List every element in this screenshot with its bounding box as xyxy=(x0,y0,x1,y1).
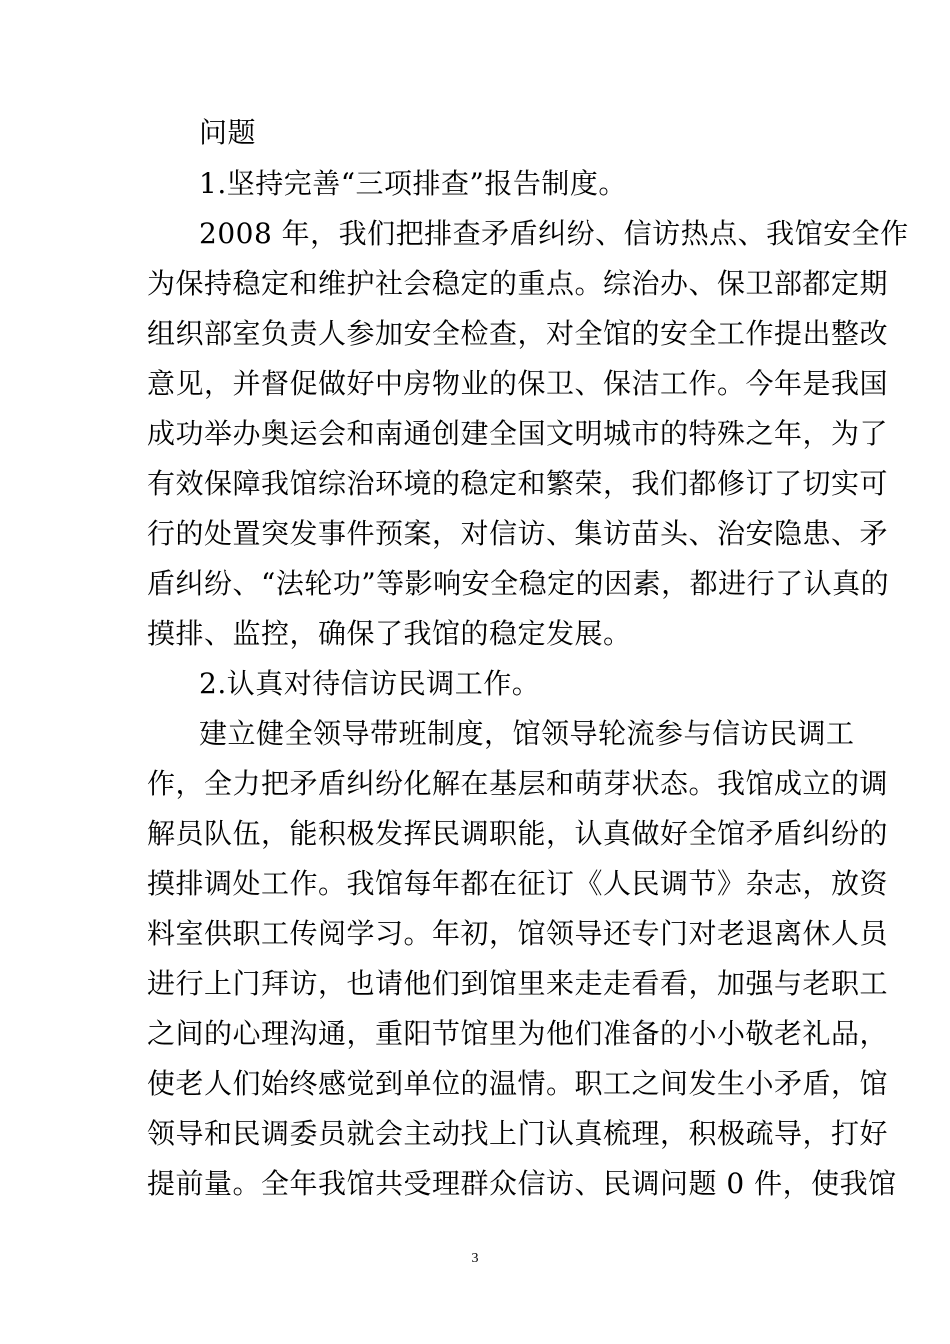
paragraph-line: 解员队伍，能积极发挥民调职能，认真做好全馆矛盾纠纷的 xyxy=(147,817,889,850)
paragraph-line: 进行上门拜访，也请他们到馆里来走走看看，加强与老职工 xyxy=(147,967,889,1000)
paragraph-line: 建立健全领导带班制度，馆领导轮流参与信访民调工 xyxy=(199,717,855,750)
paragraph-line: 行的处置突发事件预案，对信访、集访苗头、治安隐患、矛 xyxy=(147,517,889,550)
section-heading-2: 2.认真对待信访民调工作。 xyxy=(199,667,541,700)
paragraph-line: 摸排、监控，确保了我馆的稳定发展。 xyxy=(147,617,632,650)
paragraph-line: 意见，并督促做好中房物业的保卫、保洁工作。今年是我国 xyxy=(147,367,889,400)
page-number: 3 xyxy=(471,1251,479,1266)
paragraph-line: 使老人们始终感觉到单位的温情。职工之间发生小矛盾，馆 xyxy=(147,1067,889,1100)
paragraph-line: 为保持稳定和维护社会稳定的重点。综治办、保卫部都定期 xyxy=(147,267,889,300)
paragraph-line: 作，全力把矛盾纠纷化解在基层和萌芽状态。我馆成立的调 xyxy=(147,767,889,800)
paragraph-line: 2008 年，我们把排查矛盾纠纷、信访热点、我馆安全作 xyxy=(199,217,909,250)
paragraph-line: 之间的心理沟通，重阳节馆里为他们准备的小小敬老礼品， xyxy=(147,1017,889,1050)
section-heading-1: 1.坚持完善“三项排查”报告制度。 xyxy=(199,167,627,200)
paragraph-line: 组织部室负责人参加安全检查，对全馆的安全工作提出整改 xyxy=(147,317,889,350)
paragraph-line: 摸排调处工作。我馆每年都在征订《人民调节》杂志，放资 xyxy=(147,867,889,900)
paragraph-line: 盾纠纷、“法轮功”等影响安全稳定的因素，都进行了认真的 xyxy=(147,567,890,600)
paragraph-line: 料室供职工传阅学习。年初，馆领导还专门对老退离休人员 xyxy=(147,917,889,950)
paragraph-line: 有效保障我馆综治环境的稳定和繁荣，我们都修订了切实可 xyxy=(147,467,889,500)
paragraph-line: 领导和民调委员就会主动找上门认真梳理，积极疏导，打好 xyxy=(147,1117,889,1150)
paragraph-line: 提前量。全年我馆共受理群众信访、民调问题 0 件，使我馆 xyxy=(147,1167,897,1200)
text-line-continued-heading: 问题 xyxy=(199,116,257,149)
paragraph-line: 成功举办奥运会和南通创建全国文明城市的特殊之年，为了 xyxy=(147,417,889,450)
